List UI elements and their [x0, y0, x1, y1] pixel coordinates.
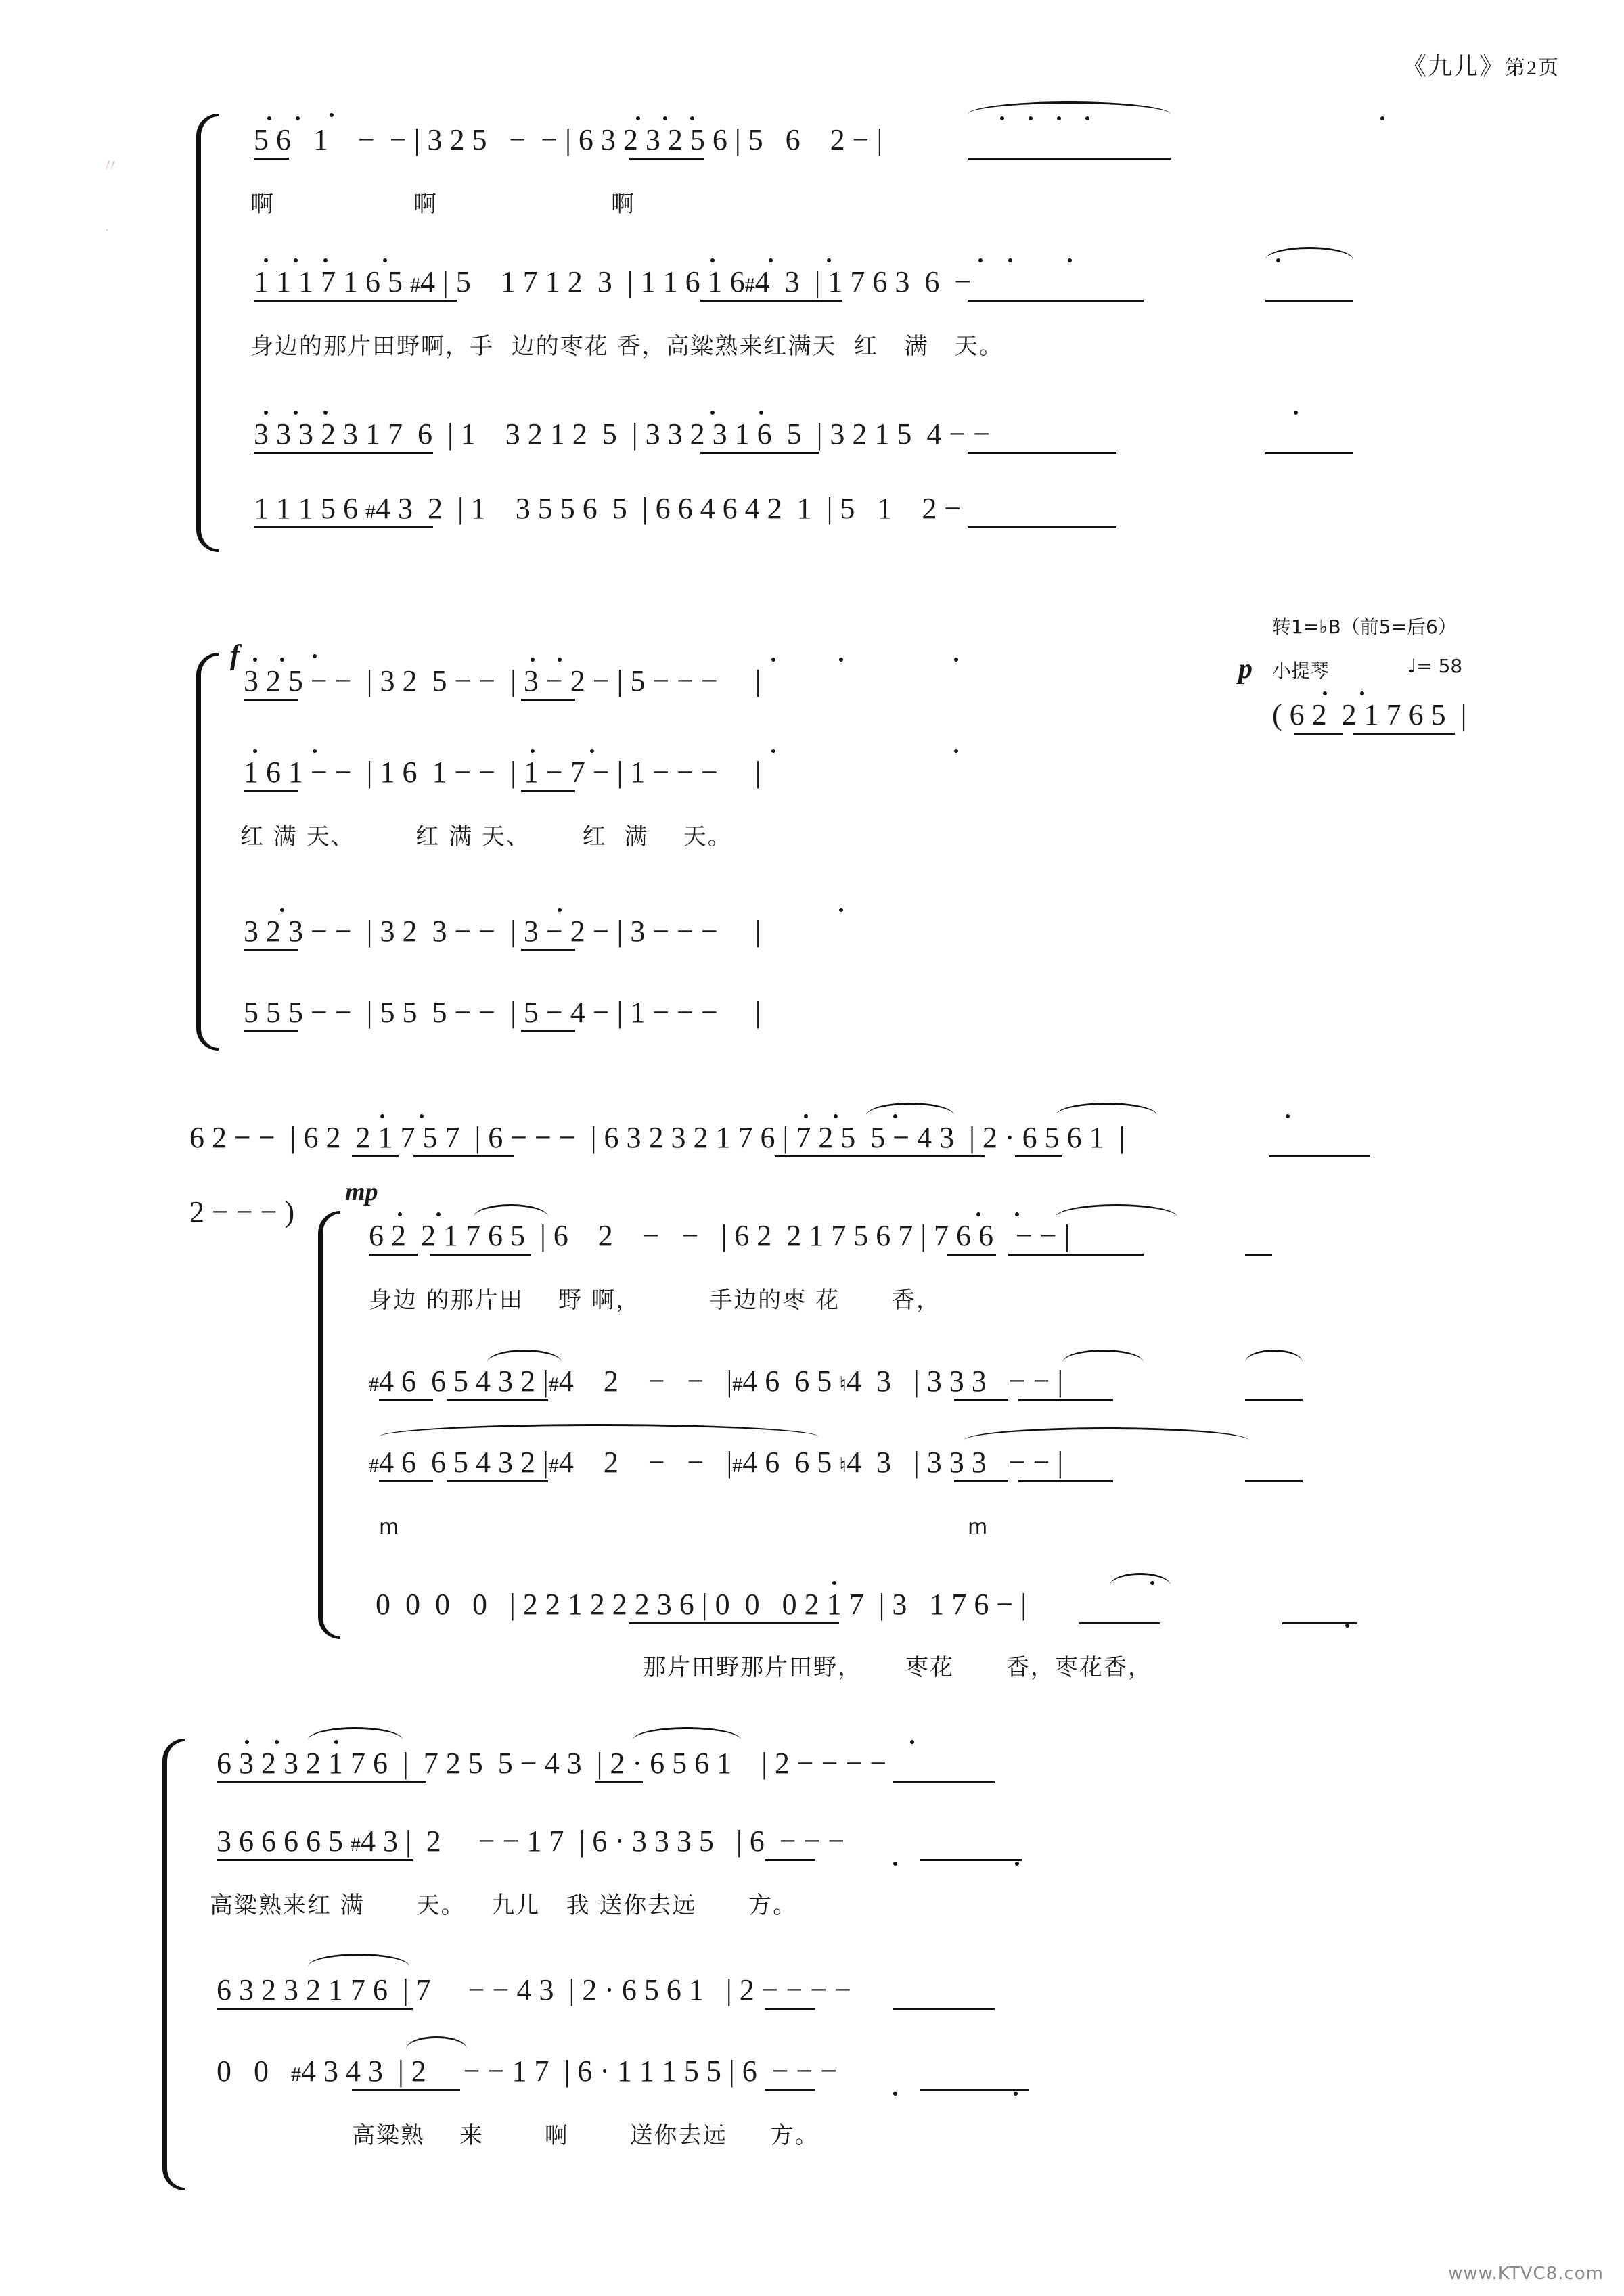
system-1-lyrics-2: 身边的那片田野啊，手 边的枣花 香，高粱熟来红满天 红 满 天。 [250, 333, 1003, 360]
system-2-brace [196, 653, 219, 1051]
system-4-lyrics-bass: 高粱熟 来 啊 送你去远 方。 [352, 2122, 819, 2149]
system-2-melody: 1 6 1 − − | 1 6 1 − − | 1 − 7 − | 1 − − − | [244, 756, 761, 789]
system-1-melody: 1 1 1 7 1 6 5 #4 | 5 1 7 1 2 3 | 1 1 6 1 6#4 3 | 1 7 6 3 6 − [254, 265, 972, 298]
system-3-brace [318, 1211, 340, 1639]
system-3-alto: #4 6 6 5 4 3 2 |#4 2 − − |#4 6 6 5 ♮4 3 | 3 3 3 − − | [369, 1364, 1064, 1398]
system-4-descant: 6 3 2 3 2 1 7 6 | 7 2 5 5 − 4 3 | 2 · 6 5 6 1 | 2 − − − − [217, 1747, 887, 1780]
system-3-violin-line: 6 2 − − | 6 2 2 1 7 5 7 | 6 − − − | 6 3 2 3 2 1 7 6 | 7 2 5 5 − 4 3 | 2 · 6 5 6 1 | [189, 1121, 1125, 1154]
dynamic-p: p [1238, 653, 1253, 685]
system-2-bass: 5 5 5 − − | 5 5 5 − − | 5 − 4 − | 1 − − − | [244, 996, 761, 1029]
system-1-descant: 5 6 1 − − | 3 2 5 − − | 6 3 2 3 2 5 6 | 5 6 2 − | [254, 123, 883, 156]
margin-smudge-2: · [105, 223, 109, 237]
system-3-violin-line2: 2 − − − ) [189, 1195, 295, 1229]
system-2-lyrics: 红 满 天、 红 满 天、 红 满 天。 [240, 823, 732, 850]
system-3-bass: 0 0 0 0 | 2 2 1 2 2 2 3 6 | 0 0 0 2 1 7 | 3 1 7 6 − | [376, 1588, 1027, 1621]
system-1-alto: 3 3 3 2 3 1 7 6 | 1 3 2 1 2 5 | 3 3 2 3 1 6 5 | 3 2 1 5 4 − − [254, 417, 991, 451]
system-2-descant: 3 2 5 − − | 3 2 5 − − | 3 − 2 − | 5 − − − | [244, 664, 761, 697]
margin-smudge: 〃 [102, 156, 120, 176]
system-1-bass: 1 1 1 5 6 #4 3 2 | 1 3 5 5 6 5 | 6 6 4 6 4 2 1 | 5 1 2 − [254, 492, 962, 525]
tempo-mark: ♩= 58 [1407, 655, 1463, 677]
system-3-lyrics-bass: 那片田野那片田野， 枣花 香，枣花香， [643, 1654, 1152, 1681]
system-2-alto: 3 2 3 − − | 3 2 3 − − | 3 − 2 − | 3 − − − | [244, 915, 761, 948]
dynamic-f: f [230, 640, 240, 671]
system-3-lyrics: 身边 的那片田 野 啊， 手边的枣 花 香， [369, 1287, 941, 1314]
modulation-note: 转1=♭B（前5=后6） [1272, 616, 1457, 638]
system-4-lyrics: 高粱熟来红 满 天。 九儿 我 送你去远 方。 [210, 1892, 798, 1919]
instrument-violin: 小提琴 [1272, 660, 1330, 682]
m-mark-2: m [968, 1515, 988, 1539]
system-4-alto: 6 3 2 3 2 1 7 6 | 7 − − 4 3 | 2 · 6 5 6 1 | 2 − − − − [217, 1973, 851, 2006]
m-mark-1: m [379, 1515, 399, 1539]
system-2-violin: ( 6 2 2 1 7 6 5 | [1272, 698, 1467, 731]
system-1-lyrics-1: 啊 啊 啊 [250, 191, 636, 218]
system-3-tenor: #4 6 6 5 4 3 2 |#4 2 − − |#4 6 6 5 ♮4 3 | 3 3 3 − − | [369, 1446, 1064, 1479]
system-4-bass: 0 0 #4 3 4 3 | 2 − − 1 7 | 6 · 1 1 1 5 5 | 6 − − − [217, 2054, 838, 2088]
system-1-brace [196, 114, 219, 552]
page-header [1402, 47, 1560, 82]
system-4-melody: 3 6 6 6 6 5 #4 3 | 2 − − 1 7 | 6 · 3 3 3 5 | 6 − − − [217, 1824, 845, 1858]
system-3-melody: 6 2 2 1 7 6 5 | 6 2 − − | 6 2 2 1 7 5 6 7 | 7 6 6 − − | [369, 1219, 1070, 1252]
dynamic-mp: mp [345, 1178, 378, 1206]
page-number: 第2页 [1505, 57, 1560, 79]
watermark: www.KTVC8.com [1448, 2264, 1604, 2284]
system-4-brace [162, 1739, 185, 2190]
song-title: 《九儿》 [1401, 53, 1505, 80]
